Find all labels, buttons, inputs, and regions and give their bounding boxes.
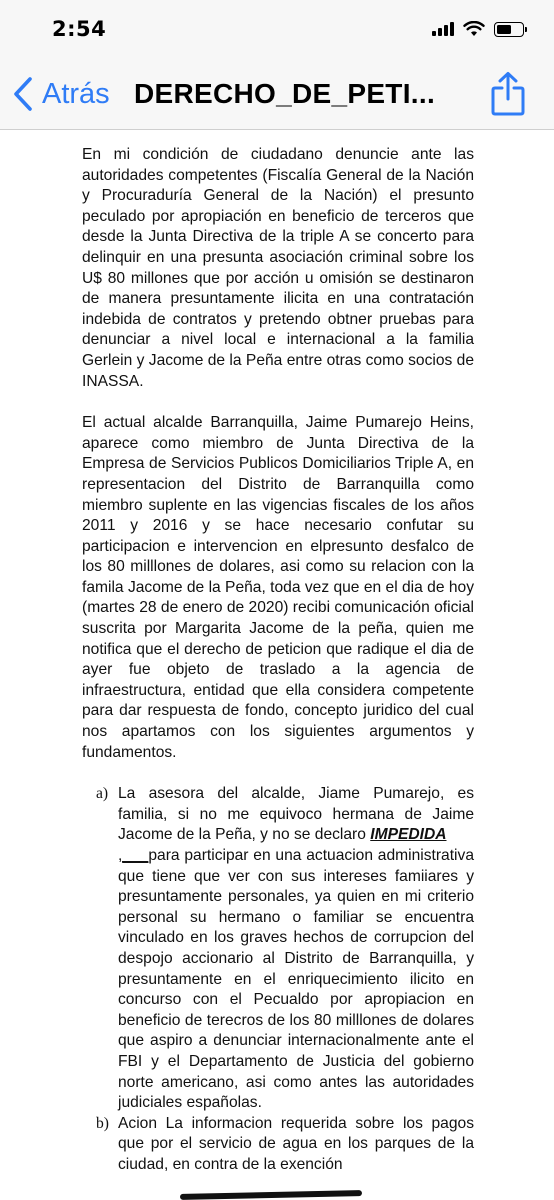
item-a-text-before: La asesora del alcalde, Jiame Pumarejo, es familia, si no me equivoco hermana de Jaime Jacome de la Peña, y no se declaro (118, 785, 474, 844)
list-item (96, 784, 474, 1114)
battery-icon (494, 22, 524, 37)
argument-list (96, 784, 474, 1175)
chevron-left-icon (12, 76, 34, 112)
status-icons (432, 21, 524, 37)
underline-annotation (180, 1190, 362, 1200)
list-item (96, 1114, 474, 1176)
impedida-emphasis: IMPEDIDA (370, 826, 447, 844)
document-view[interactable] (0, 131, 554, 1200)
list-item-text: Acion La informacion requerida sobre los pagos que por el servicio de agua en los parques de la ciudad, en contra de la exención (118, 1114, 474, 1173)
document-page (82, 145, 474, 1176)
item-a-text-after: para participar en una actuacion administrativa que tiene que ver con sus intereses famiiares y presuntamente personales, ya quien en mi criterio personal su hermano o familiar se encuentra vinculado en los graves hechos de corrupcion del despojo accionario al Distrito de Barranquilla, y presuntamente en el enriquecimiento ilicito en concurso con el Pecualdo por apropiacion en beneficio de terecros de los 80 milllones de dolares que aspiro a denunciar internacionalmente ante el FBI y el Departamento de Justicia del gobierno norte americano, asi como antes las autoridades judiciales españolas. (118, 847, 474, 1112)
share-icon[interactable] (488, 70, 528, 118)
cellular-signal-icon (432, 22, 454, 36)
paragraph-mayor: El actual alcalde Barranquilla, Jaime Pumarejo Heins, aparece como miembro de Junta Directiva de la Empresa de Servicios Publicos Domiciliarios Triple A, en representacion del Distrito de Barranquilla como miembro suplente en las vigencias fiscales de los años 2011 y 2016 y se hace necesario confutar su participacion e intervencion en elpresunto desfalco de los 80 milllones de dolares, asi como su relacion con la famila Jacome de la Peña, toda vez que en el dia de hoy (martes 28 de enero de 2020) recibi comunicación oficial suscrita por Margarita Jacome de la peña, quien me notifica que el derecho de peticion que radique el dia de ayer fue objeto de traslado a la agencia de infraestructura, entidad que ella considera competente para dar respuesta de fondo, concepto juridico del cual nos apartamos con los siguientes argumentos y fundamentos. (82, 414, 474, 761)
document-title: DERECHO_DE_PETI... (134, 78, 436, 109)
back-label: Atrás (42, 77, 110, 110)
blank-line: ,___ (118, 847, 149, 864)
list-marker: a) (96, 785, 109, 803)
list-item-text (118, 784, 474, 1114)
status-bar (0, 0, 554, 60)
list-marker: b) (96, 1114, 109, 1132)
navigation-bar (0, 60, 554, 130)
paragraph-complaint: En mi condición de ciudadano denuncie ante las autoridades competentes (Fiscalía General de la Nación y Procuraduría General de la Nación) el presunto peculado por apropiación en beneficio de terceros que desde la Junta Directiva de la triple A se concerto para delinquir en una presunta asociación criminal sobre los U$ 80 millones que por acción u omisión se destinaron de manera presuntamente ilicita en una contratación indebida de contratos y pretendo obtner pruebas para denunciar a nivel local e internacional a la familia Gerlein y Jacome de la Peña entre otras como socios de INASSA. (82, 146, 474, 390)
status-time: 2:54 (52, 17, 107, 41)
back-button[interactable] (12, 76, 110, 112)
wifi-icon (463, 21, 485, 37)
